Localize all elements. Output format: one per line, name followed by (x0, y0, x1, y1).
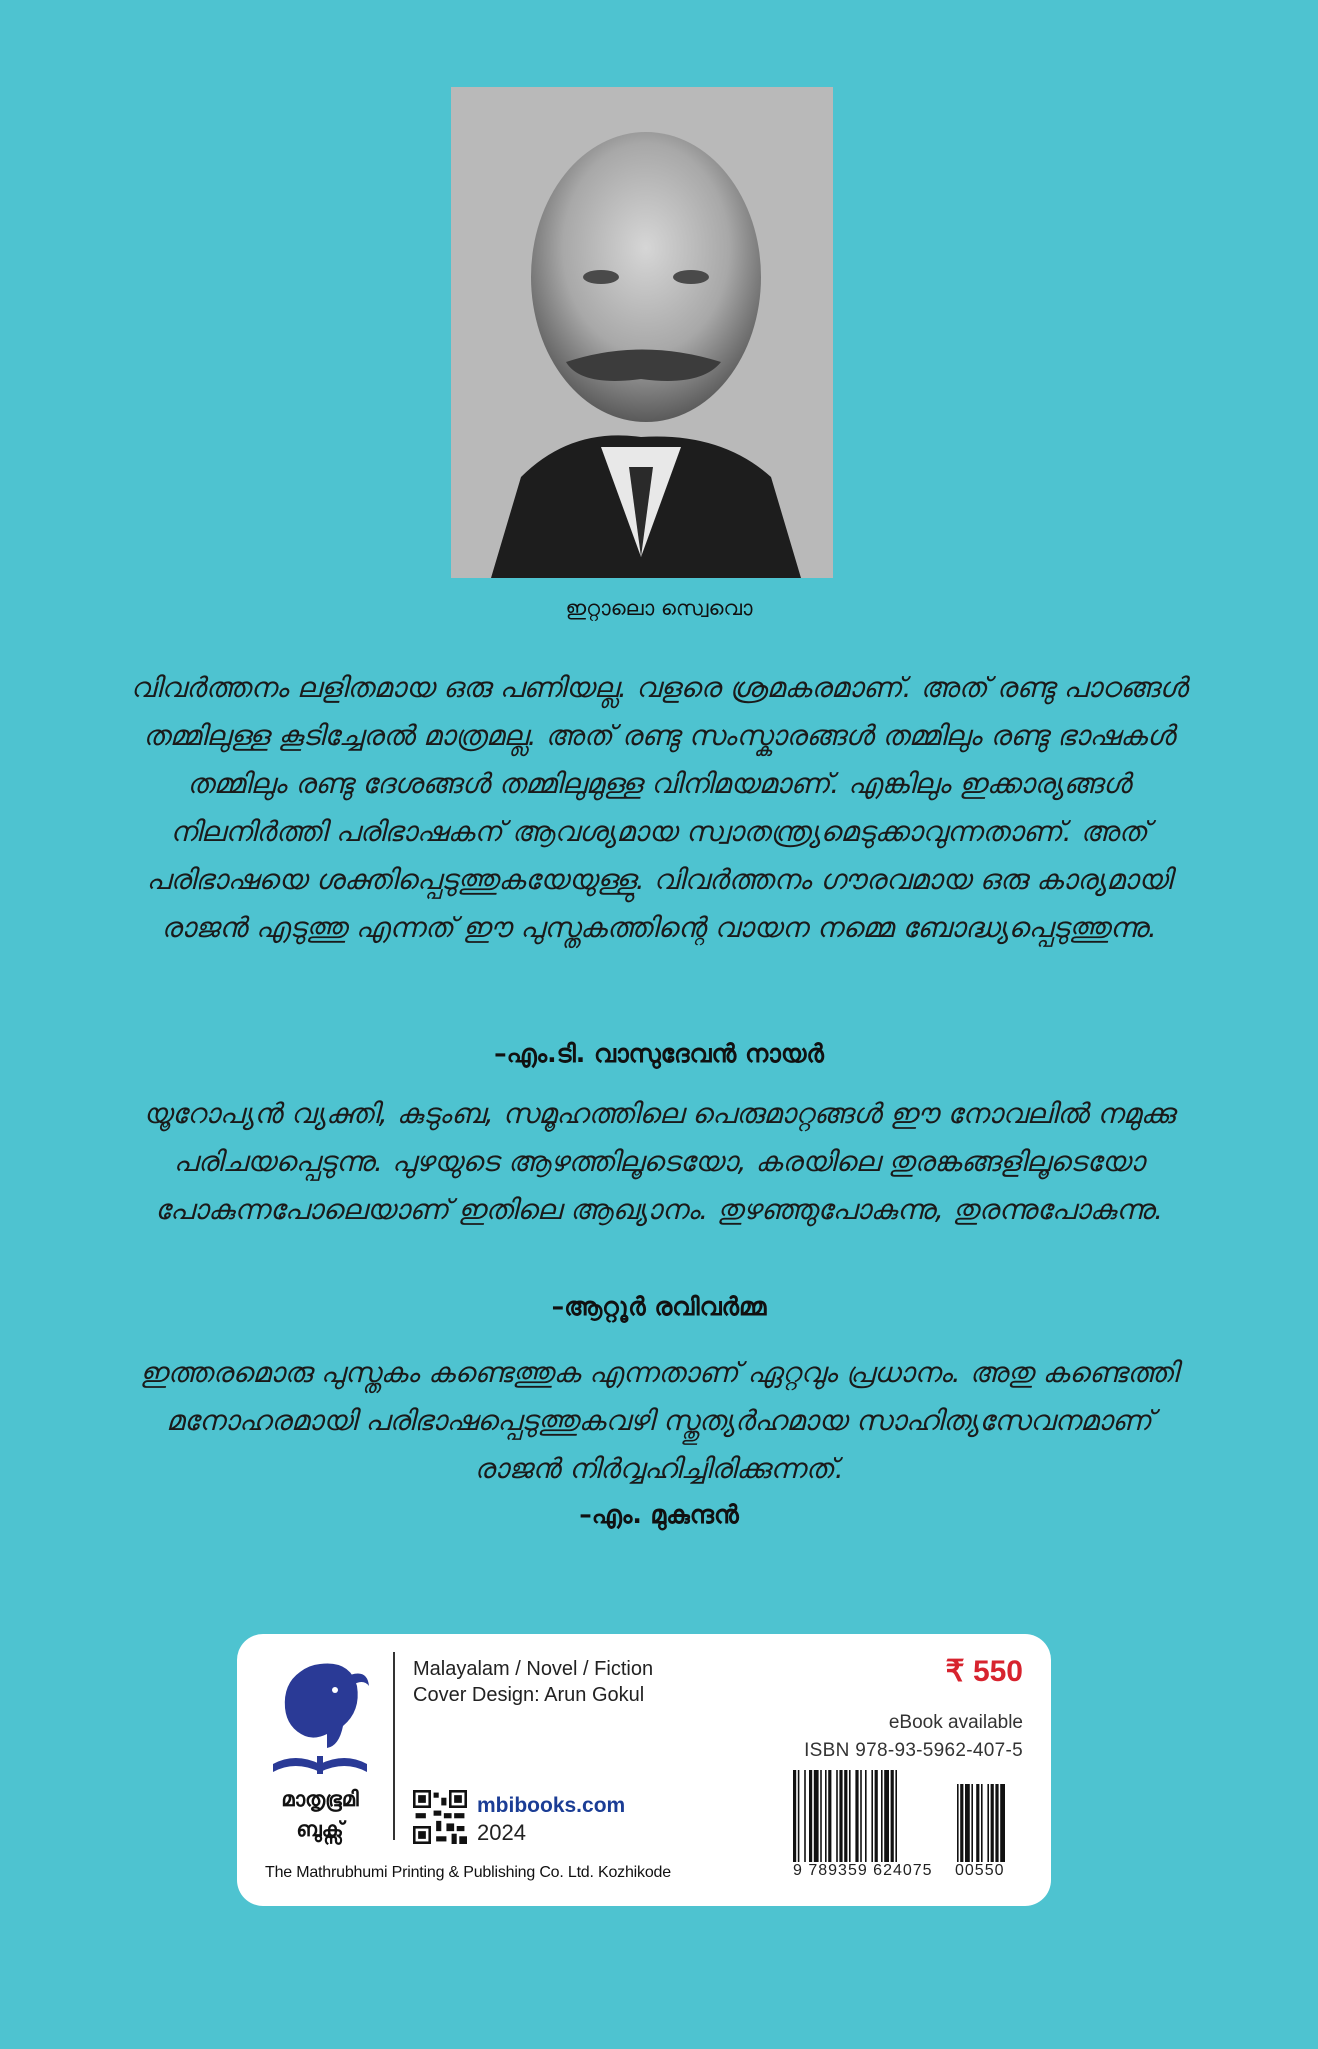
quote-m-mukundan: ഇത്തരമൊരു പുസ്തകം കണ്ടെത്തുക എന്നതാണ് ഏറ്റവും പ്രധാനം. അതു കണ്ടെത്തി മനോഹരമായി പരിഭാഷപ്പെടുത്തുകവഴി സ്തുത്യർഹമായ സാഹിത്യസേവനമാണ് രാജൻ നിർവ്വഹിച്ചിരിക്കുന്നത്. (140, 1356, 1178, 1485)
barcode-icon (793, 1770, 1023, 1862)
publisher-info-box (237, 1634, 1051, 1906)
barcode-addon-number: 00550 (955, 1862, 1005, 1879)
logo-line-2: ബുക്സ് (296, 1817, 344, 1841)
elephant-book-logo-icon (265, 1656, 375, 1786)
website-link: mbibooks.com (477, 1794, 626, 1817)
divider (393, 1652, 395, 1840)
quote-mt-vasudevan-nair: വിവർത്തനം ലളിതമായ ഒരു പണിയല്ല. വളരെ ശ്രമകരമാണ്. അത് രണ്ടു പാഠങ്ങൾ തമ്മിലുള്ള കൂടിച്ചേരൽ മാത്രമല്ല. അത് രണ്ടു സംസ്കാരങ്ങൾ തമ്മിലും രണ്ടു ഭാഷകൾ തമ്മിലും രണ്ടു ദേശങ്ങൾ തമ്മിലുമുള്ള വിനിമയമാണ്. എങ്കിലും ഇക്കാര്യങ്ങൾ നിലനിർത്തി പരിഭാഷകന് ആവശ്യമായ സ്വാതന്ത്ര്യമെടുക്കാവുന്നതാണ്. അത് പരിഭാഷയെ ശക്തിപ്പെടുത്തുകയേയുള്ളു. വിവർത്തനം ഗൗരവമായ ഒരു കാര്യമായി രാജൻ എടുത്തു എന്നത് ഈ പുസ്തകത്തിന്റെ വായന നമ്മെ ബോദ്ധ്യപ്പെടുത്തുന്നു. (130, 671, 1188, 944)
logo-line-1: മാതൃഭൂമി (281, 1787, 359, 1811)
cover-design-credit: Cover Design: Arun Gokul (413, 1684, 645, 1706)
quote-attoor-ravivarma: യൂറോപ്യൻ വ്യക്തി, കുടുംബ, സമൂഹത്തിലെ പെരുമാറ്റങ്ങൾ ഈ നോവലിൽ നമുക്കു പരിചയപ്പെടുന്നു. പുഴയുടെ ആഴത്തിലൂടെയോ, കരയിലെ തുരങ്കങ്ങളിലൂടെയോ പോകുന്നപോലെയാണ് ഇതിലെ ആഖ്യാനം. തുഴഞ്ഞുപോകുന്നു, തുരന്നുപോകുന്നു. (143, 1097, 1175, 1226)
attribution-mt-vasudevan-nair: –എം.ടി. വാസുദേവൻ നായർ (494, 1039, 824, 1068)
price: ₹ 550 (945, 1655, 1023, 1688)
isbn: ISBN 978-93-5962-407-5 (804, 1740, 1023, 1761)
publisher-name: The Mathrubhumi Printing & Publishing Co. Ltd. Kozhikode (265, 1864, 671, 1881)
publisher-logo-text (265, 1784, 375, 1844)
attribution-attoor-ravivarma: –ആറ്റൂർ രവിവർമ്മ (551, 1292, 767, 1321)
qr-code-icon (413, 1790, 467, 1844)
barcode-number: 9 789359 624075 (793, 1862, 933, 1879)
author-portrait (451, 87, 833, 578)
portrait-caption: ഇറ്റാലൊ സ്വെവൊ (565, 596, 753, 620)
attribution-m-mukundan: –എം. മുകുന്ദൻ (579, 1500, 739, 1529)
genre-label: Malayalam / Novel / Fiction (413, 1658, 654, 1680)
publication-year: 2024 (477, 1820, 526, 1845)
ebook-availability: eBook available (888, 1712, 1023, 1733)
